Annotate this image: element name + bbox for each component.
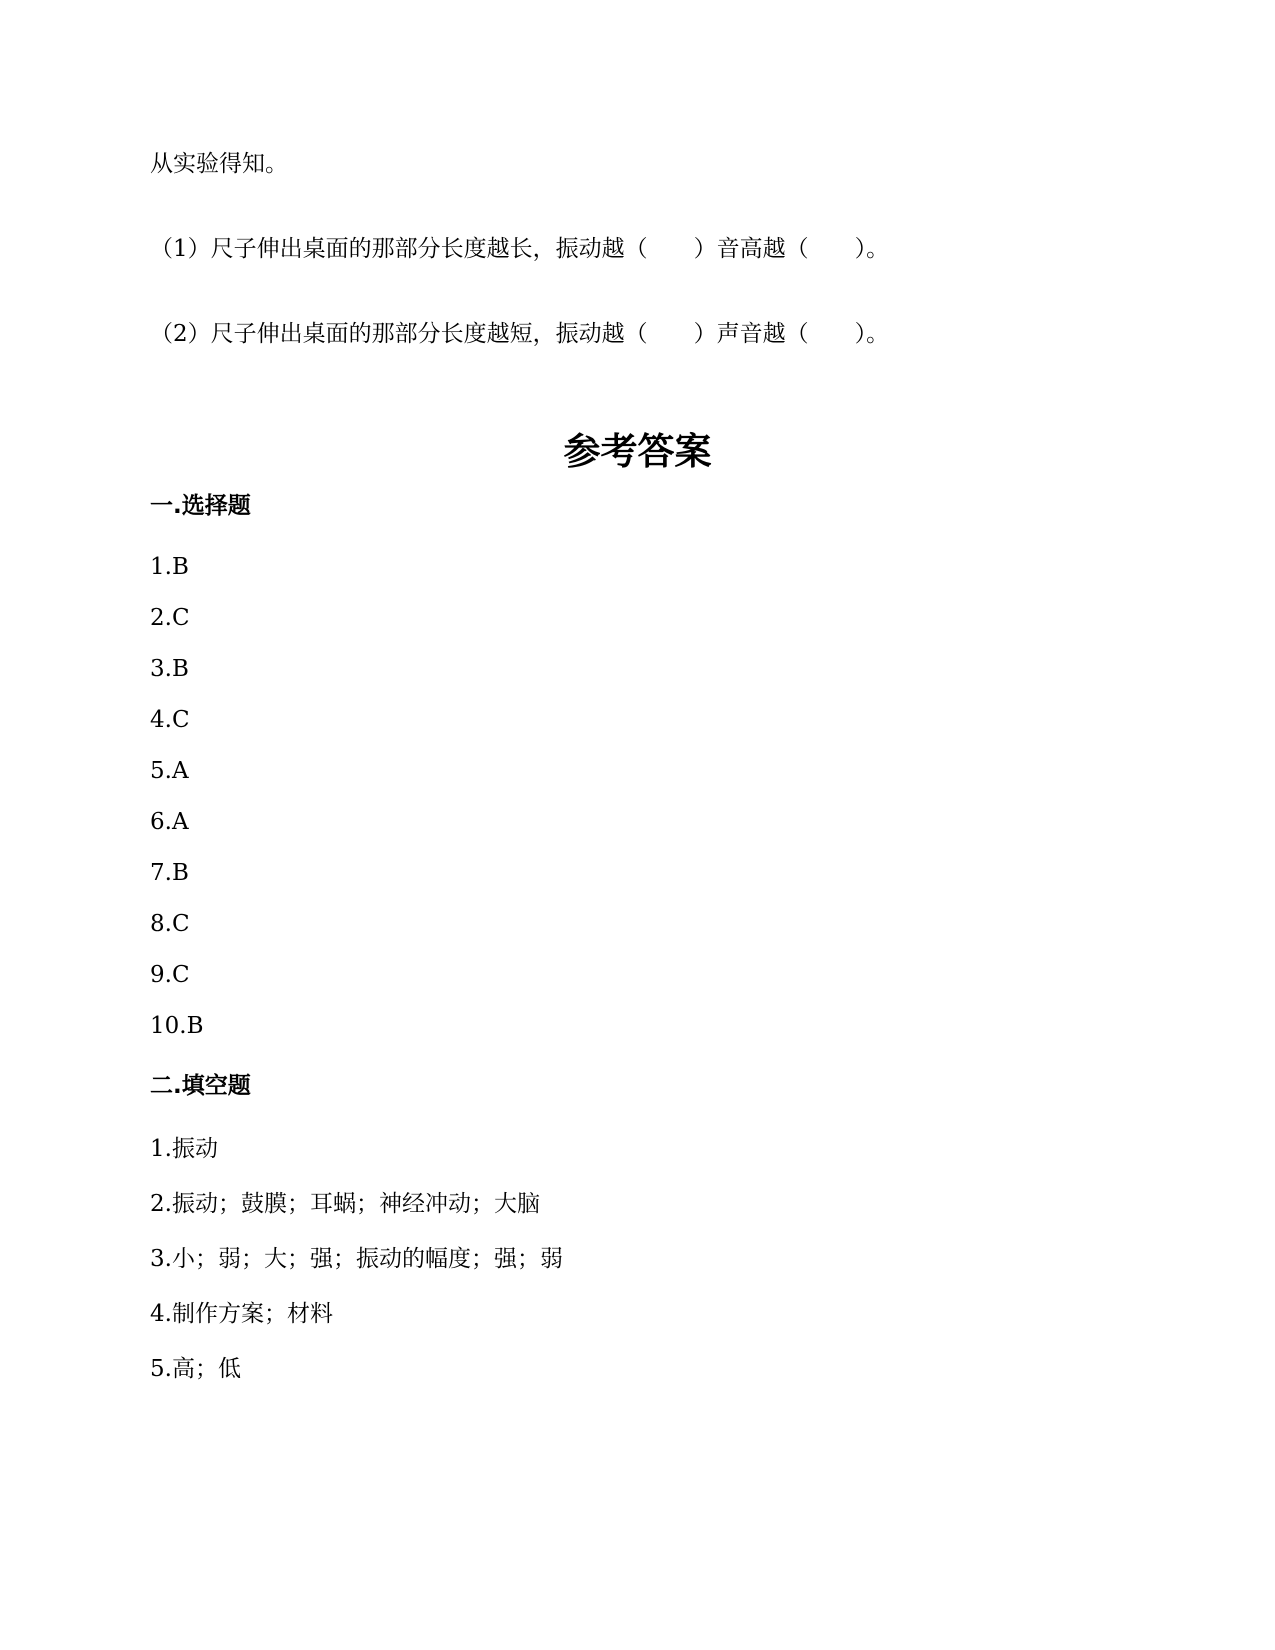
choice-answer-9: 9.C	[150, 962, 190, 988]
choice-answer-5: 5.A	[150, 758, 189, 784]
fill-answer-4: 4.制作方案；材料	[150, 1301, 333, 1327]
choice-answer-2: 2.C	[150, 605, 190, 631]
question-line-1: （1）尺子伸出桌面的那部分长度越长，振动越（ ）音高越（ ）。	[150, 236, 890, 262]
choice-answer-4: 4.C	[150, 707, 190, 733]
fill-answer-2: 2.振动；鼓膜；耳蜗；神经冲动；大脑	[150, 1191, 540, 1217]
choice-answer-6: 6.A	[150, 809, 189, 835]
choice-answer-3: 3.B	[150, 656, 189, 682]
choice-answer-10: 10.B	[150, 1013, 204, 1039]
section-heading-fill: 二.填空题	[150, 1073, 251, 1099]
fill-answer-3: 3.小；弱；大；强；振动的幅度；强；弱	[150, 1246, 563, 1272]
intro-text: 从实验得知。	[150, 151, 288, 177]
section-heading-choice: 一.选择题	[150, 493, 251, 519]
question-line-2: （2）尺子伸出桌面的那部分长度越短，振动越（ ）声音越（ ）。	[150, 321, 890, 347]
fill-answer-5: 5.高；低	[150, 1356, 241, 1382]
fill-answer-1: 1.振动	[150, 1136, 218, 1162]
choice-answer-8: 8.C	[150, 911, 190, 937]
choice-answer-1: 1.B	[150, 554, 189, 580]
choice-answer-7: 7.B	[150, 860, 189, 886]
answer-title: 参考答案	[563, 430, 712, 473]
